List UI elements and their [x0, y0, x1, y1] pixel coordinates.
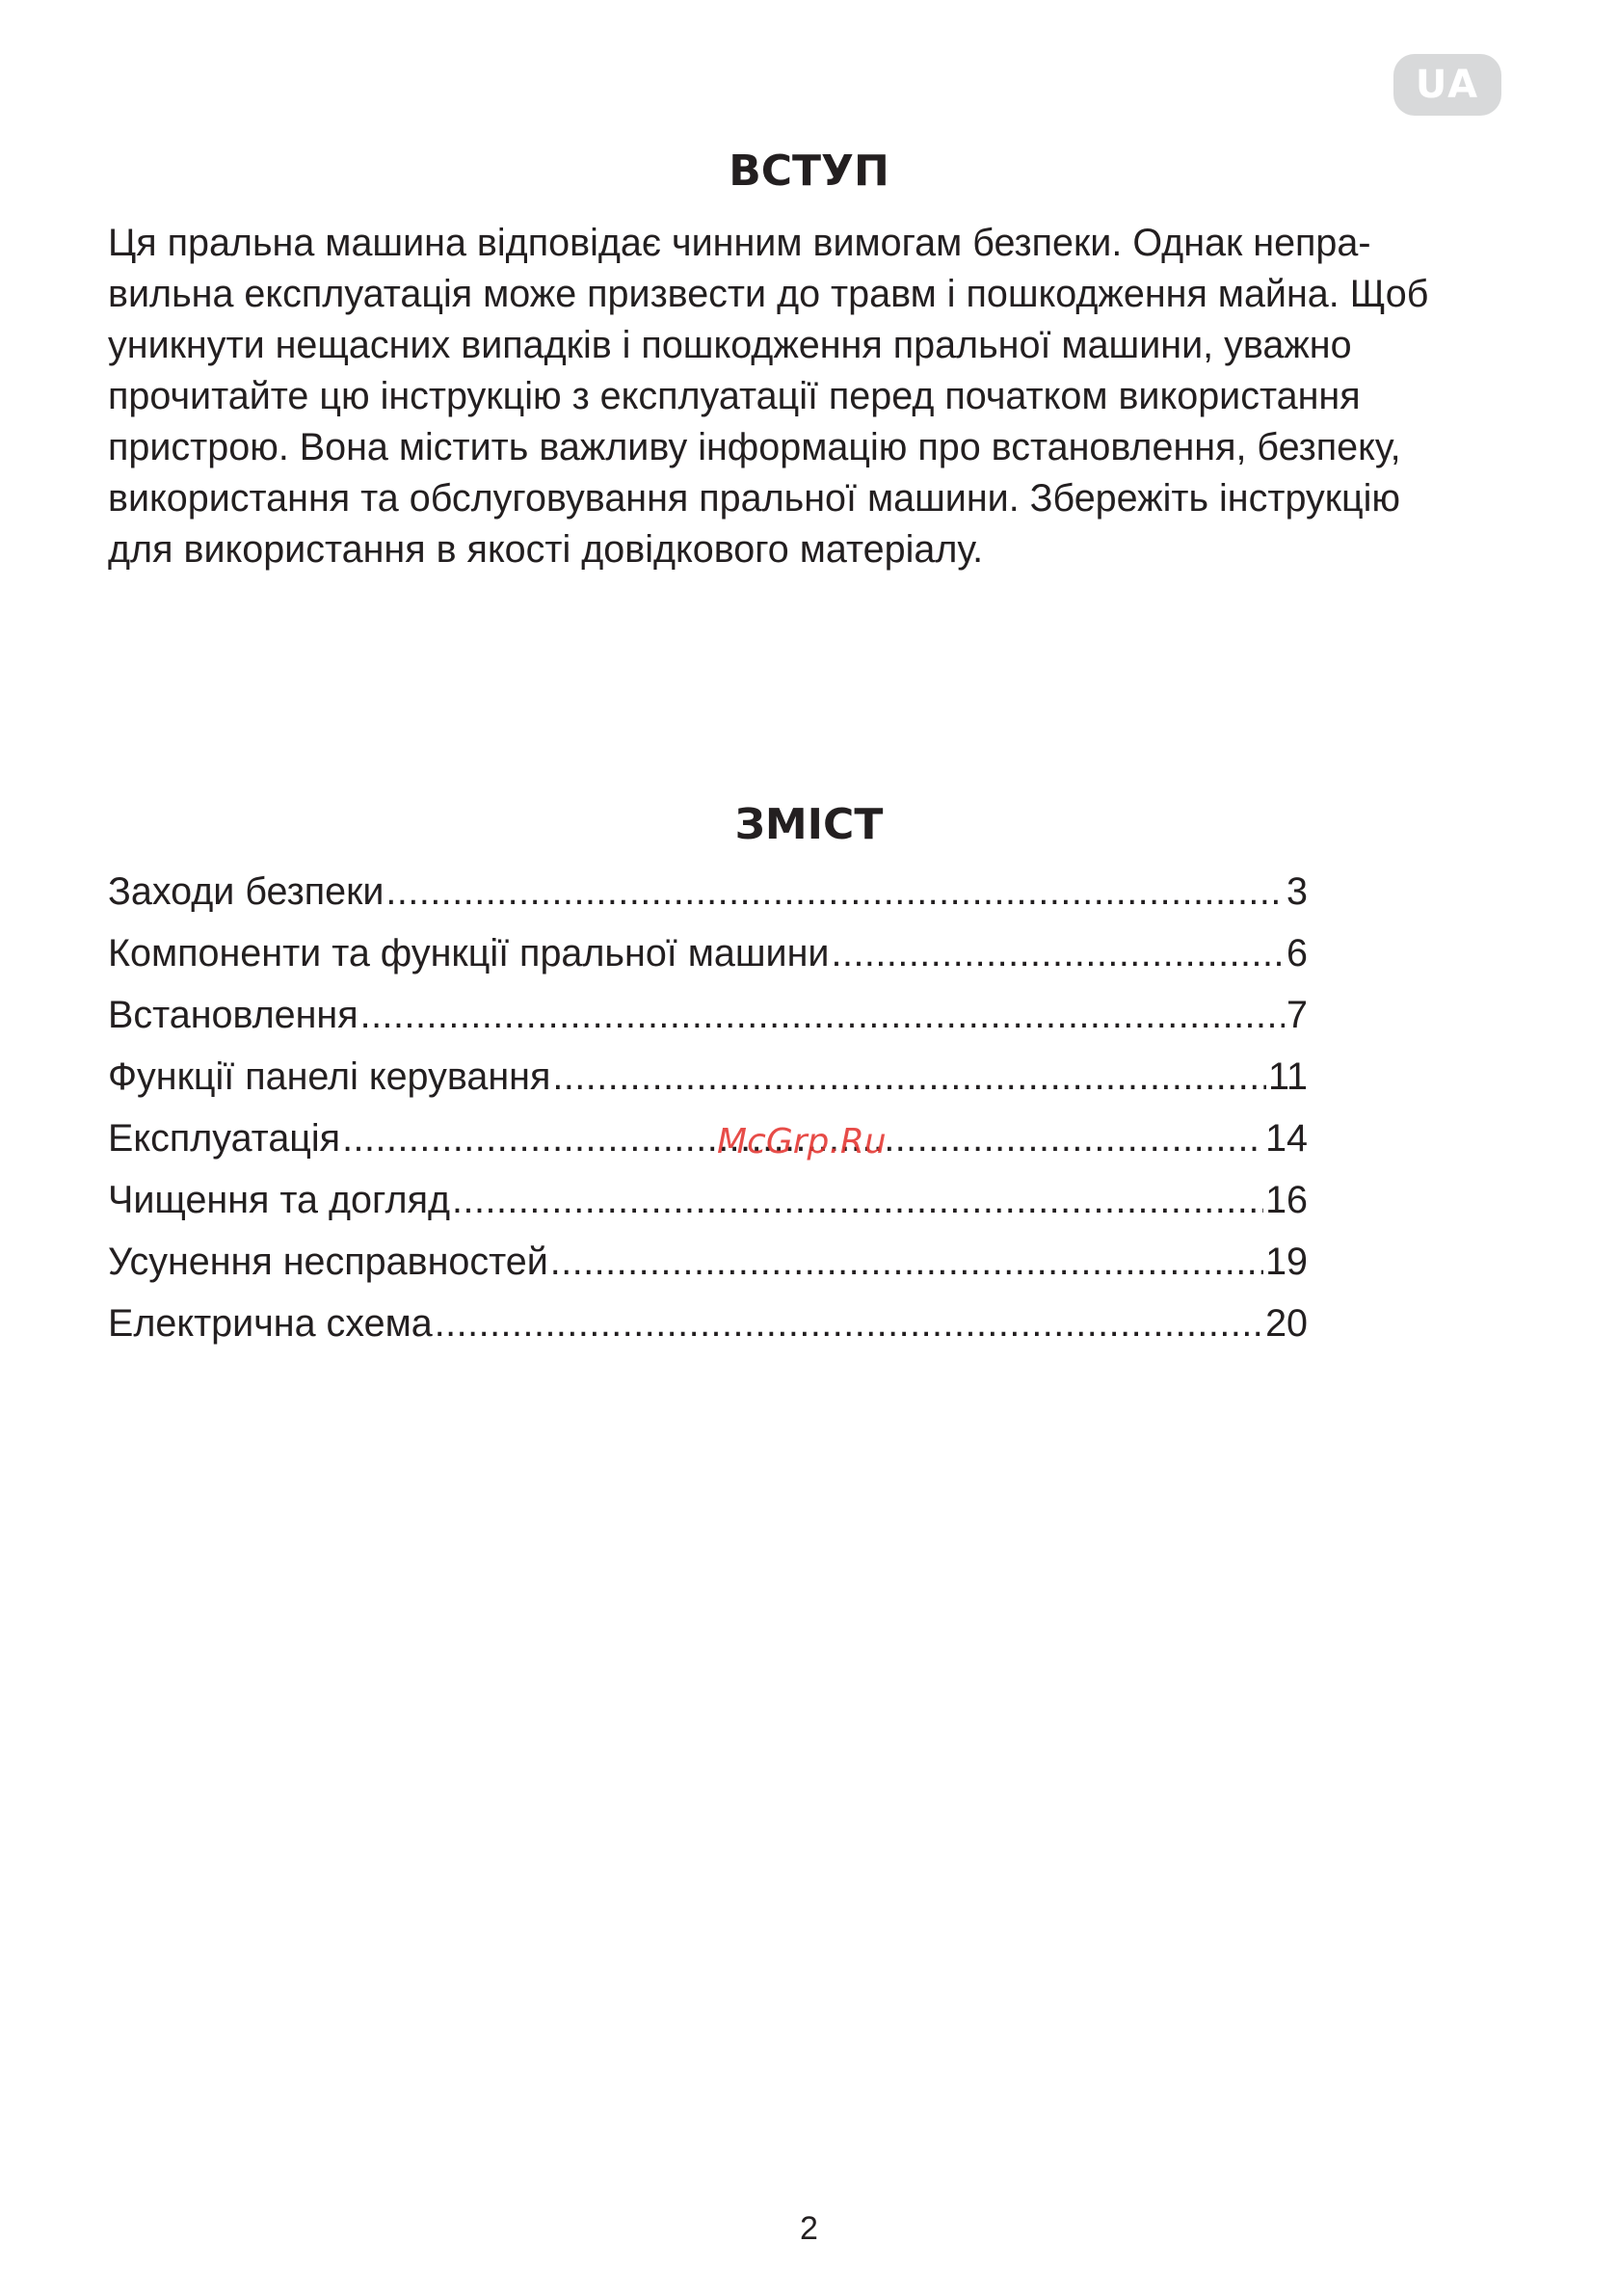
toc-item-page: 19 [1265, 1241, 1308, 1283]
toc-item-label: Чищення та догляд [108, 1179, 451, 1221]
intro-line: для використання в якості довідкового матеріалу. [108, 528, 984, 571]
toc-item-components[interactable] [108, 922, 1308, 984]
toc-dot-leader [550, 1231, 1263, 1293]
intro-line: прочитайте цю інструкцію з експлуатації перед початком використання [108, 375, 1361, 417]
language-badge: UA [1393, 54, 1501, 116]
toc-item-page: 6 [1286, 932, 1308, 974]
intro-line: використання та обслуговування пральної машини. Збережіть інструкцію [108, 477, 1401, 520]
toc-item-label: Експлуатація [108, 1117, 341, 1160]
toc-item-wiring-diagram[interactable] [108, 1293, 1308, 1354]
toc-item-page: 20 [1265, 1302, 1308, 1345]
toc-item-control-panel[interactable] [108, 1046, 1308, 1108]
toc-item-label: Усунення несправностей [108, 1241, 548, 1283]
toc-item-cleaning[interactable] [108, 1169, 1308, 1231]
toc-item-label: Електрична схема [108, 1302, 433, 1345]
toc-item-safety[interactable] [108, 861, 1308, 922]
toc-item-page: 7 [1286, 994, 1308, 1036]
intro-line: уникнути нещасних випадків і пошкодження пральної машини, уважно [108, 324, 1352, 366]
toc-title: ЗМІСТ [734, 800, 884, 849]
toc-item-page: 14 [1265, 1117, 1308, 1160]
intro-paragraph [108, 218, 1515, 575]
watermark: McGrp.Ru [717, 1122, 887, 1161]
page-number: 2 [800, 2210, 818, 2247]
toc-dot-leader [452, 1169, 1263, 1231]
toc-item-page: 11 [1267, 1055, 1308, 1098]
toc-item-troubleshooting[interactable] [108, 1231, 1308, 1293]
toc-item-label: Компоненти та функції пральної машини [108, 932, 830, 974]
toc-item-page: 16 [1265, 1179, 1308, 1221]
toc-item-label: Встановлення [108, 994, 358, 1036]
toc-item-page: 3 [1286, 870, 1308, 913]
intro-line: пристрою. Вона містить важливу інформацію про встановлення, безпеку, [108, 426, 1401, 468]
toc-dot-leader [435, 1293, 1263, 1354]
toc-item-operation[interactable] [108, 1108, 1308, 1169]
intro-title: ВСТУП [729, 147, 889, 196]
toc-item-label: Заходи безпеки [108, 870, 385, 913]
intro-line: Ця пральна машина відповідає чинним вимогам безпеки. Однак непра- [108, 222, 1371, 264]
toc-item-installation[interactable] [108, 984, 1308, 1046]
toc-item-label: Функції панелі керування [108, 1055, 551, 1098]
toc-dot-leader [360, 984, 1285, 1046]
toc-dot-leader [552, 1046, 1266, 1108]
table-of-contents [108, 861, 1308, 1354]
toc-dot-leader [385, 861, 1285, 922]
intro-line: вильна експлуатація може призвести до травм і пошкодження майна. Щоб [108, 273, 1429, 315]
toc-dot-leader [832, 922, 1286, 984]
